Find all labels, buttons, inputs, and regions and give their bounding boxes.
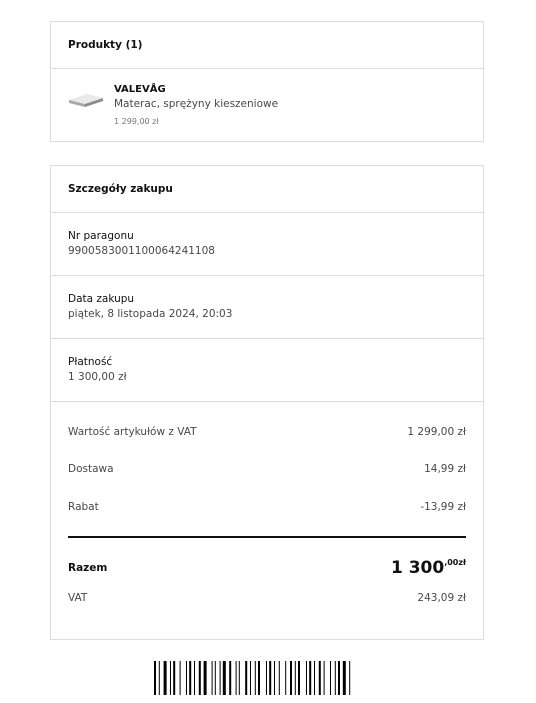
product-description: Materac, sprężyny kieszeniowe (114, 98, 279, 110)
summary-section (51, 402, 483, 703)
vat-amount: 243,09 zł (417, 592, 466, 604)
payment-value: 1 300,00 zł (68, 371, 127, 383)
vat-line (68, 592, 466, 604)
delivery-amount: 14,99 zł (424, 463, 466, 475)
purchase-details-card (50, 165, 484, 640)
product-item[interactable] (51, 69, 483, 143)
barcode-icon (154, 661, 380, 695)
total-line (68, 558, 466, 578)
products-card (50, 21, 484, 142)
items-value-line (68, 426, 466, 438)
payment-row (51, 339, 483, 402)
mattress-thumbnail-icon (67, 91, 105, 109)
receipt-value: 9900583001100064241108 (68, 245, 215, 257)
receipt-number-row (51, 213, 483, 276)
receipt-label: Nr paragonu (68, 230, 134, 242)
discount-line (68, 501, 466, 513)
date-value: piątek, 8 listopada 2024, 20:03 (68, 308, 233, 320)
purchase-date-row (51, 276, 483, 339)
details-header: Szczegóły zakupu (51, 166, 483, 213)
items-value-amount: 1 299,00 zł (407, 426, 466, 438)
total-label: Razem (68, 562, 108, 574)
discount-amount: -13,99 zł (420, 501, 466, 513)
payment-label: Płatność (68, 356, 113, 368)
delivery-label: Dostawa (68, 463, 114, 475)
product-price: 1 299,00 zł (114, 117, 159, 126)
vat-label: VAT (68, 592, 88, 604)
items-value-label: Wartość artykułów z VAT (68, 426, 197, 438)
total-amount: 1 $300^{,00zł}$ (390, 558, 466, 578)
products-header: Produkty (1) (51, 22, 483, 69)
product-name: VALEVÅG (114, 84, 166, 95)
date-label: Data zakupu (68, 293, 135, 305)
delivery-line (68, 463, 466, 475)
summary-divider (68, 536, 466, 538)
discount-label: Rabat (68, 501, 99, 513)
